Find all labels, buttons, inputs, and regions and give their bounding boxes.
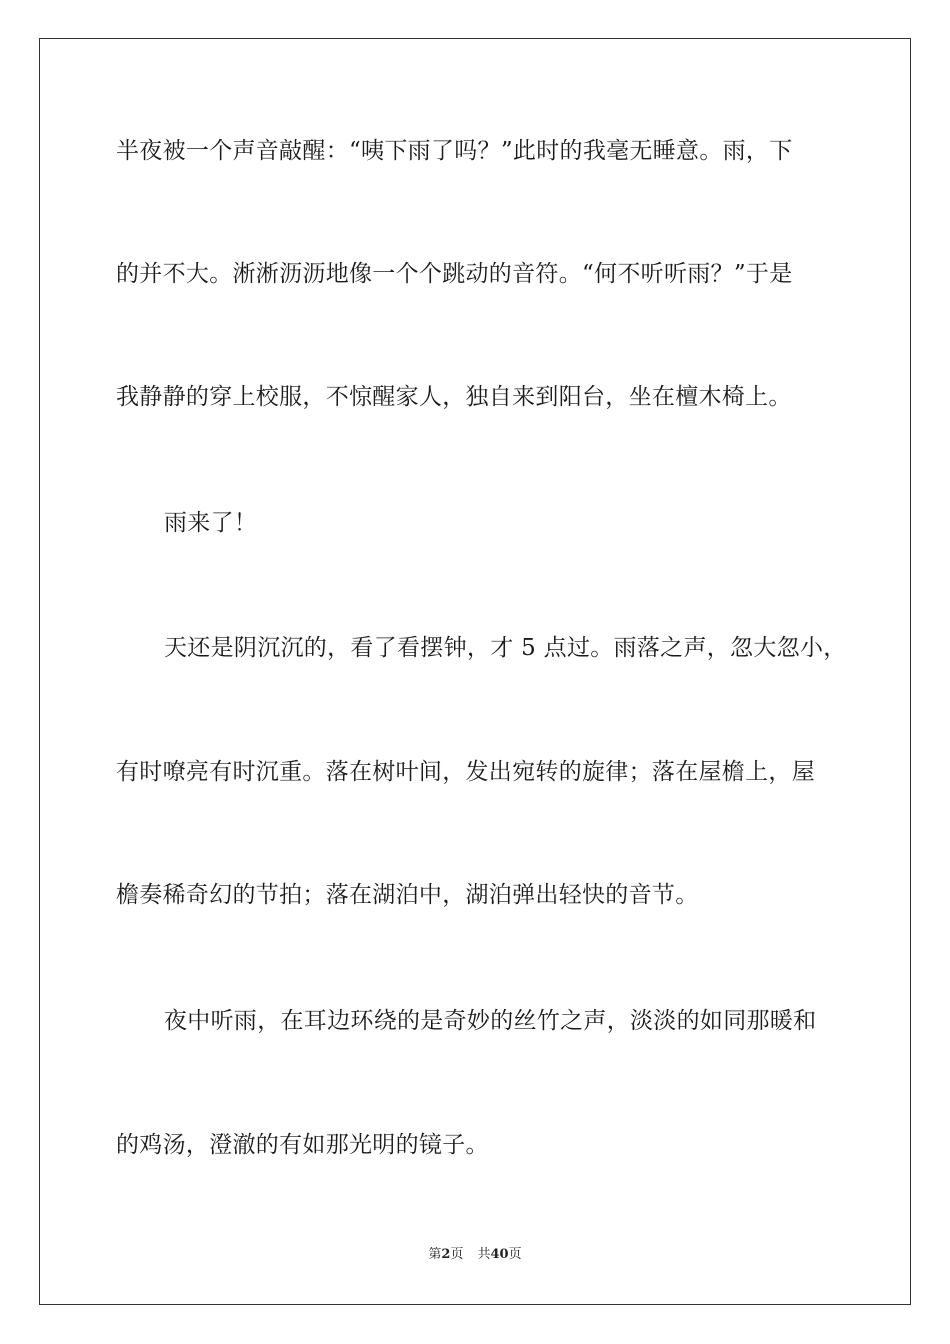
page-prefix: 第	[428, 1247, 442, 1262]
page-number: 2	[441, 1247, 451, 1262]
total-prefix: 共	[477, 1247, 491, 1262]
paragraph-line-2: 的并不大。淅淅沥沥地像一个个跳动的音符。“何不听听雨？”于是	[116, 261, 793, 287]
total-suffix: 页	[508, 1247, 522, 1262]
paragraph-line-6: 有时嘹亮有时沉重。落在树叶间，发出宛转的旋律；落在屋檐上，屋	[116, 759, 815, 785]
paragraph-line-9: 的鸡汤，澄澈的有如那光明的镜子。	[116, 1132, 489, 1158]
paragraph-line-1: 半夜被一个声音敲醒：“咦下雨了吗？”此时的我毫无睡意。雨，下	[116, 138, 793, 164]
page-suffix: 页	[450, 1247, 464, 1262]
paragraph-line-8: 夜中听雨，在耳边环绕的是奇妙的丝竹之声，淡淡的如同那暖和	[164, 1008, 817, 1034]
paragraph-line-3: 我静静的穿上校服，不惊醒家人，独自来到阳台，坐在檀木椅上。	[116, 384, 792, 410]
paragraph-line-4: 雨来了！	[164, 510, 258, 536]
paragraph-line-7: 檐奏稀奇幻的节拍；落在湖泊中，湖泊弹出轻快的音节。	[116, 882, 699, 908]
total-pages: 40	[490, 1247, 509, 1262]
page-footer	[0, 1246, 950, 1264]
page-frame	[39, 38, 911, 1305]
paragraph-line-5: 天还是阴沉沉的，看了看摆钟，才 5 点过。雨落之声，忽大忽小，	[164, 635, 847, 661]
